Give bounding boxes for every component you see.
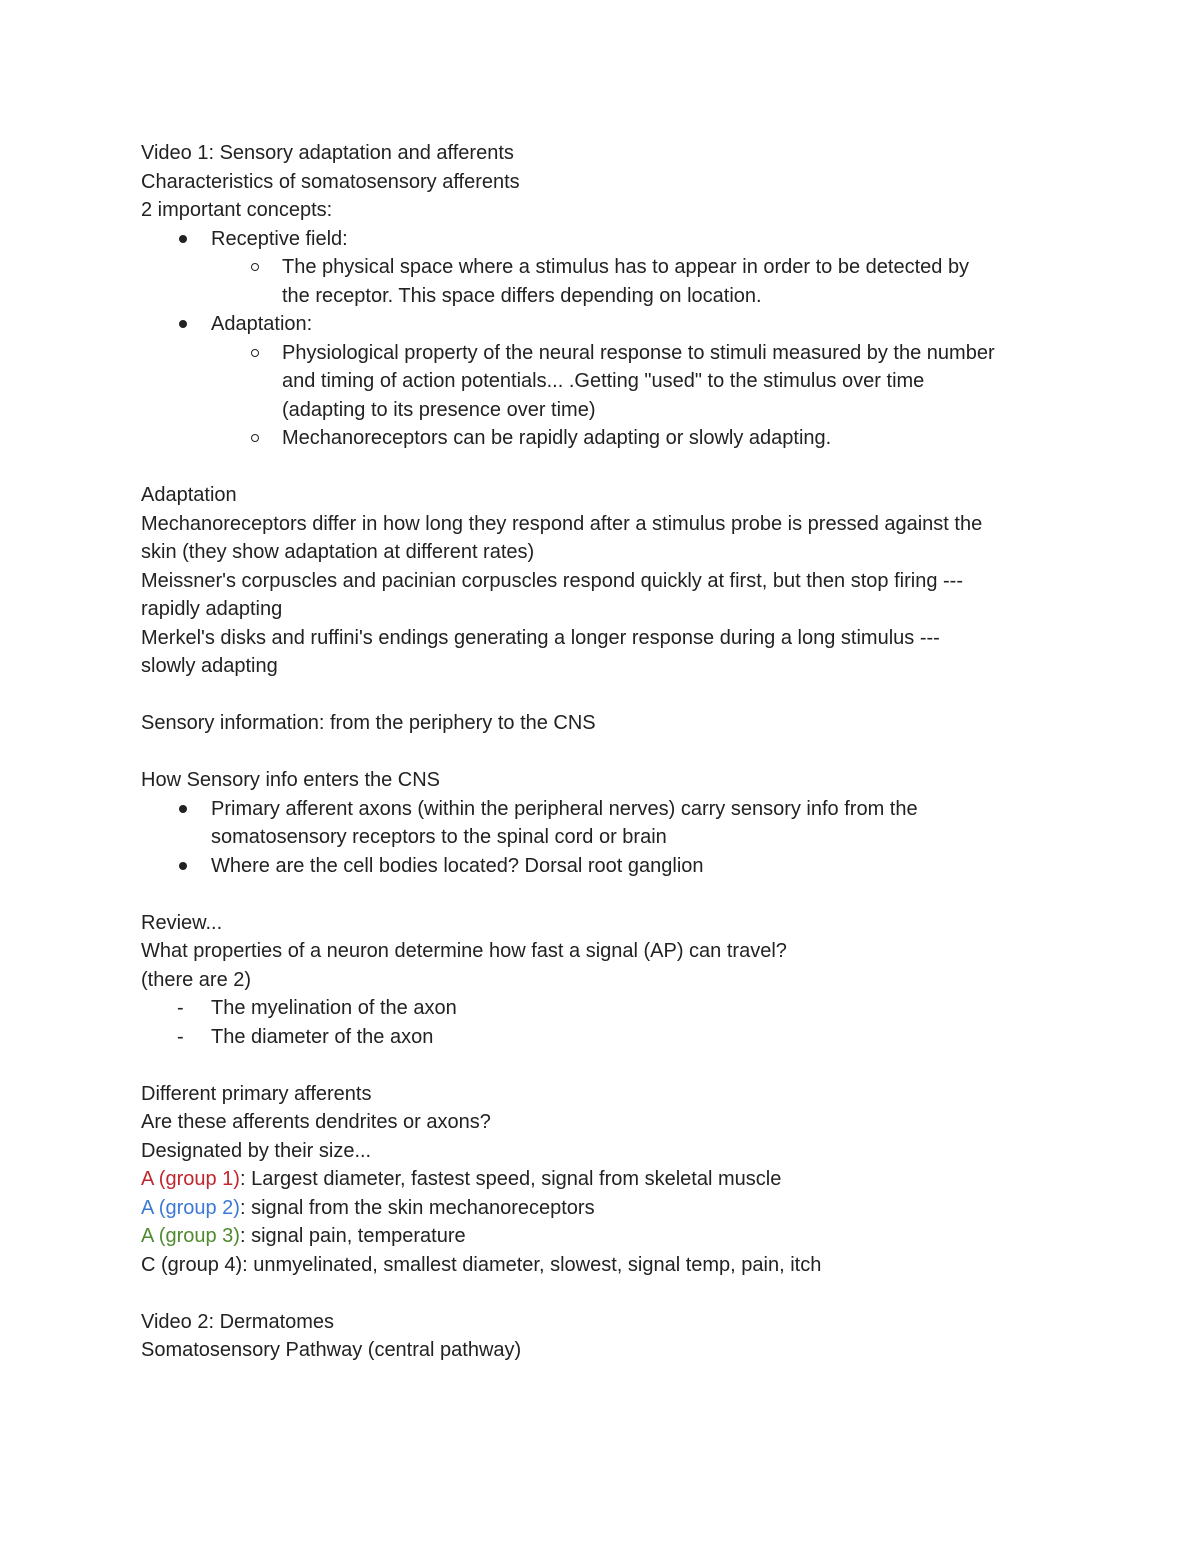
dash-item-myelination: - The myelination of the axon xyxy=(141,994,1061,1023)
bullet-dot-icon xyxy=(179,235,187,243)
group3-label: A (group 3) xyxy=(141,1225,240,1247)
video2-title: Video 2: Dermatomes xyxy=(141,1310,335,1333)
group1-line: A (group 1): Largest diameter, fastest speed, signal from skeletal muscle xyxy=(141,1168,782,1190)
bullet-circle-icon xyxy=(251,263,259,271)
group3-line: A (group 3): signal pain, temperature xyxy=(141,1225,466,1247)
group4-line: C (group 4): unmyelinated, smallest diameter, slowest, signal temp, pain, itch xyxy=(141,1253,822,1276)
bullet-dot-icon xyxy=(179,805,187,813)
different-afferents-heading: Different primary afferents xyxy=(141,1082,372,1105)
merkel-line-2: slowly adapting xyxy=(141,655,278,677)
mech-diff-line-2: skin (they show adaptation at different rates) xyxy=(141,541,535,563)
meissner-line-2: rapidly adapting xyxy=(141,598,283,620)
sensory-info-heading: Sensory information: from the periphery to the CNS xyxy=(141,712,596,734)
meissner-line-1: Meissner's corpuscles and pacinian corpuscles respond quickly at first, but then stop firing --- xyxy=(141,569,963,592)
bullet-dot-icon xyxy=(179,862,187,870)
how-enters-heading: How Sensory info enters the CNS xyxy=(141,769,441,791)
properties-question: What properties of a neuron determine how fast a signal (AP) can travel? xyxy=(141,940,787,962)
dash-marker: - xyxy=(177,997,184,1019)
bullet-adaptation: Adaptation: xyxy=(141,310,1061,339)
merkel-line-1: Merkel's disks and ruffini's endings generating a longer response during a long stimulus --- xyxy=(141,626,940,649)
mech-diff-line-1: Mechanoreceptors differ in how long they respond after a stimulus probe is pressed against the xyxy=(141,512,983,535)
dash-item-diameter: - The diameter of the axon xyxy=(141,1023,1061,1052)
bullet-primary-afferent: Primary afferent axons (within the peripheral nerves) carry sensory info from the somatosensory receptors to the spinal cord or brain xyxy=(141,795,1061,852)
sub-bullet-mechanoreceptors-rate: Mechanoreceptors can be rapidly adapting or slowly adapting. xyxy=(141,424,1061,453)
group2-label: A (group 2) xyxy=(141,1196,240,1219)
group2-line: A (group 2): signal from the skin mechanoreceptors xyxy=(141,1196,595,1219)
video1-title: Video 1: Sensory adaptation and afferents xyxy=(141,142,514,164)
sub-bullet-adaptation-desc: Physiological property of the neural response to stimuli measured by the number and timing of action potentials... .Getting "used" to the stimulus over time (adapting to its presence over time) xyxy=(141,339,1061,425)
bullet-receptive-field: Receptive field: xyxy=(141,225,1061,254)
designated-line: Designated by their size... xyxy=(141,1139,372,1162)
characteristics-heading: Characteristics of somatosensory afferents xyxy=(141,170,520,193)
bullet-circle-icon xyxy=(251,434,259,442)
there-are-note: (there are 2) xyxy=(141,968,252,991)
group1-label: A (group 1) xyxy=(141,1168,240,1190)
document-body xyxy=(141,139,1061,1365)
bullet-circle-icon xyxy=(251,349,259,357)
bullet-cell-bodies: Where are the cell bodies located? Dorsal root ganglion xyxy=(141,852,1061,881)
sub-bullet-receptive-field-desc: The physical space where a stimulus has to appear in order to be detected by the receptor. This space differs depending on location. xyxy=(141,253,1061,310)
concepts-heading: 2 important concepts: xyxy=(141,199,333,221)
dendrites-axons-question: Are these afferents dendrites or axons? xyxy=(141,1111,491,1133)
bullet-dot-icon xyxy=(179,320,187,328)
dash-marker: - xyxy=(177,1025,184,1048)
adaptation-heading: Adaptation xyxy=(141,484,237,506)
pathway-heading: Somatosensory Pathway (central pathway) xyxy=(141,1339,522,1361)
review-heading: Review... xyxy=(141,911,223,934)
